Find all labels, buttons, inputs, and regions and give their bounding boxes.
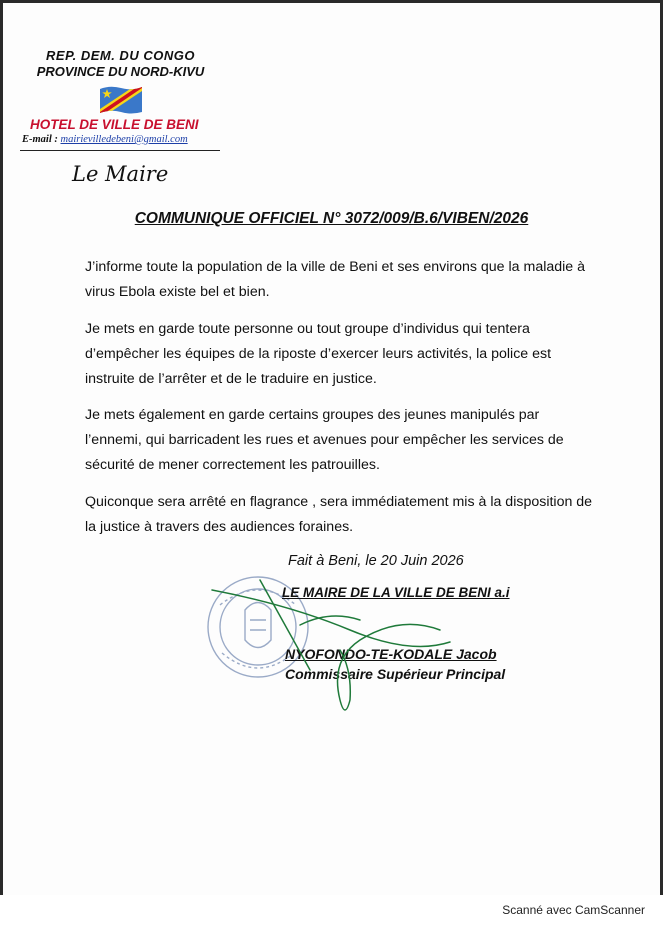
scanner-watermark: Scanné avec CamScanner <box>502 903 645 917</box>
province-line: PROVINCE DU NORD-KIVU <box>36 64 205 79</box>
handwritten-signature-icon <box>200 560 470 720</box>
office-title: Le Maire <box>72 162 169 186</box>
email-label: E-mail : <box>22 134 58 145</box>
paragraph-1 <box>85 255 595 305</box>
paragraph-text: Je mets en garde toute personne ou tout groupe d’individus qui tentera d’empêcher les équipes de la riposte d’exercer leurs activités, la police est instruite de l’arrêter et de le traduire en justice. <box>85 321 552 387</box>
communique-title: COMMUNIQUE OFFICIEL N° 3072/009/B.6/VIBEN/2026 <box>134 210 529 227</box>
signatory-name: NYOFONDO-TE-KODALE Jacob <box>285 646 497 662</box>
paragraph-text: Je mets également en garde certains groupes des jeunes manipulés par l’ennemi, qui barricadent les rues et avenues pour empêcher les services de sécurité de mener correctement les patrouilles. <box>85 407 564 473</box>
paragraph-2 <box>85 317 595 392</box>
signatory-rank: Commissaire Supérieur Principal <box>285 666 506 682</box>
country-line: REP. DEM. DU CONGO <box>46 48 195 63</box>
signatory-title: LE MAIRE DE LA VILLE DE BENI a.i <box>282 585 510 600</box>
paragraph-text: Quiconque sera arrêté en flagrance , sera immédiatement mis à la disposition de la justice à travers des audiences foraines. <box>85 494 593 535</box>
header-divider <box>20 150 220 151</box>
email-line <box>22 134 188 145</box>
letterhead <box>18 48 223 79</box>
paragraph-text: J’informe toute la population de la ville de Beni et ses environs que la maladie à virus Ebola existe bel et bien. <box>85 259 586 300</box>
drc-flag-icon <box>100 85 142 115</box>
paragraph-3 <box>85 403 595 478</box>
paragraph-4 <box>85 490 595 540</box>
place-and-date: Fait à Beni, le 20 Juin 2026 <box>288 553 464 569</box>
email-address-link[interactable]: mairievilledebeni@gmail.com <box>60 134 188 145</box>
hotel-de-ville-heading: HOTEL DE VILLE DE BENI <box>30 117 199 132</box>
